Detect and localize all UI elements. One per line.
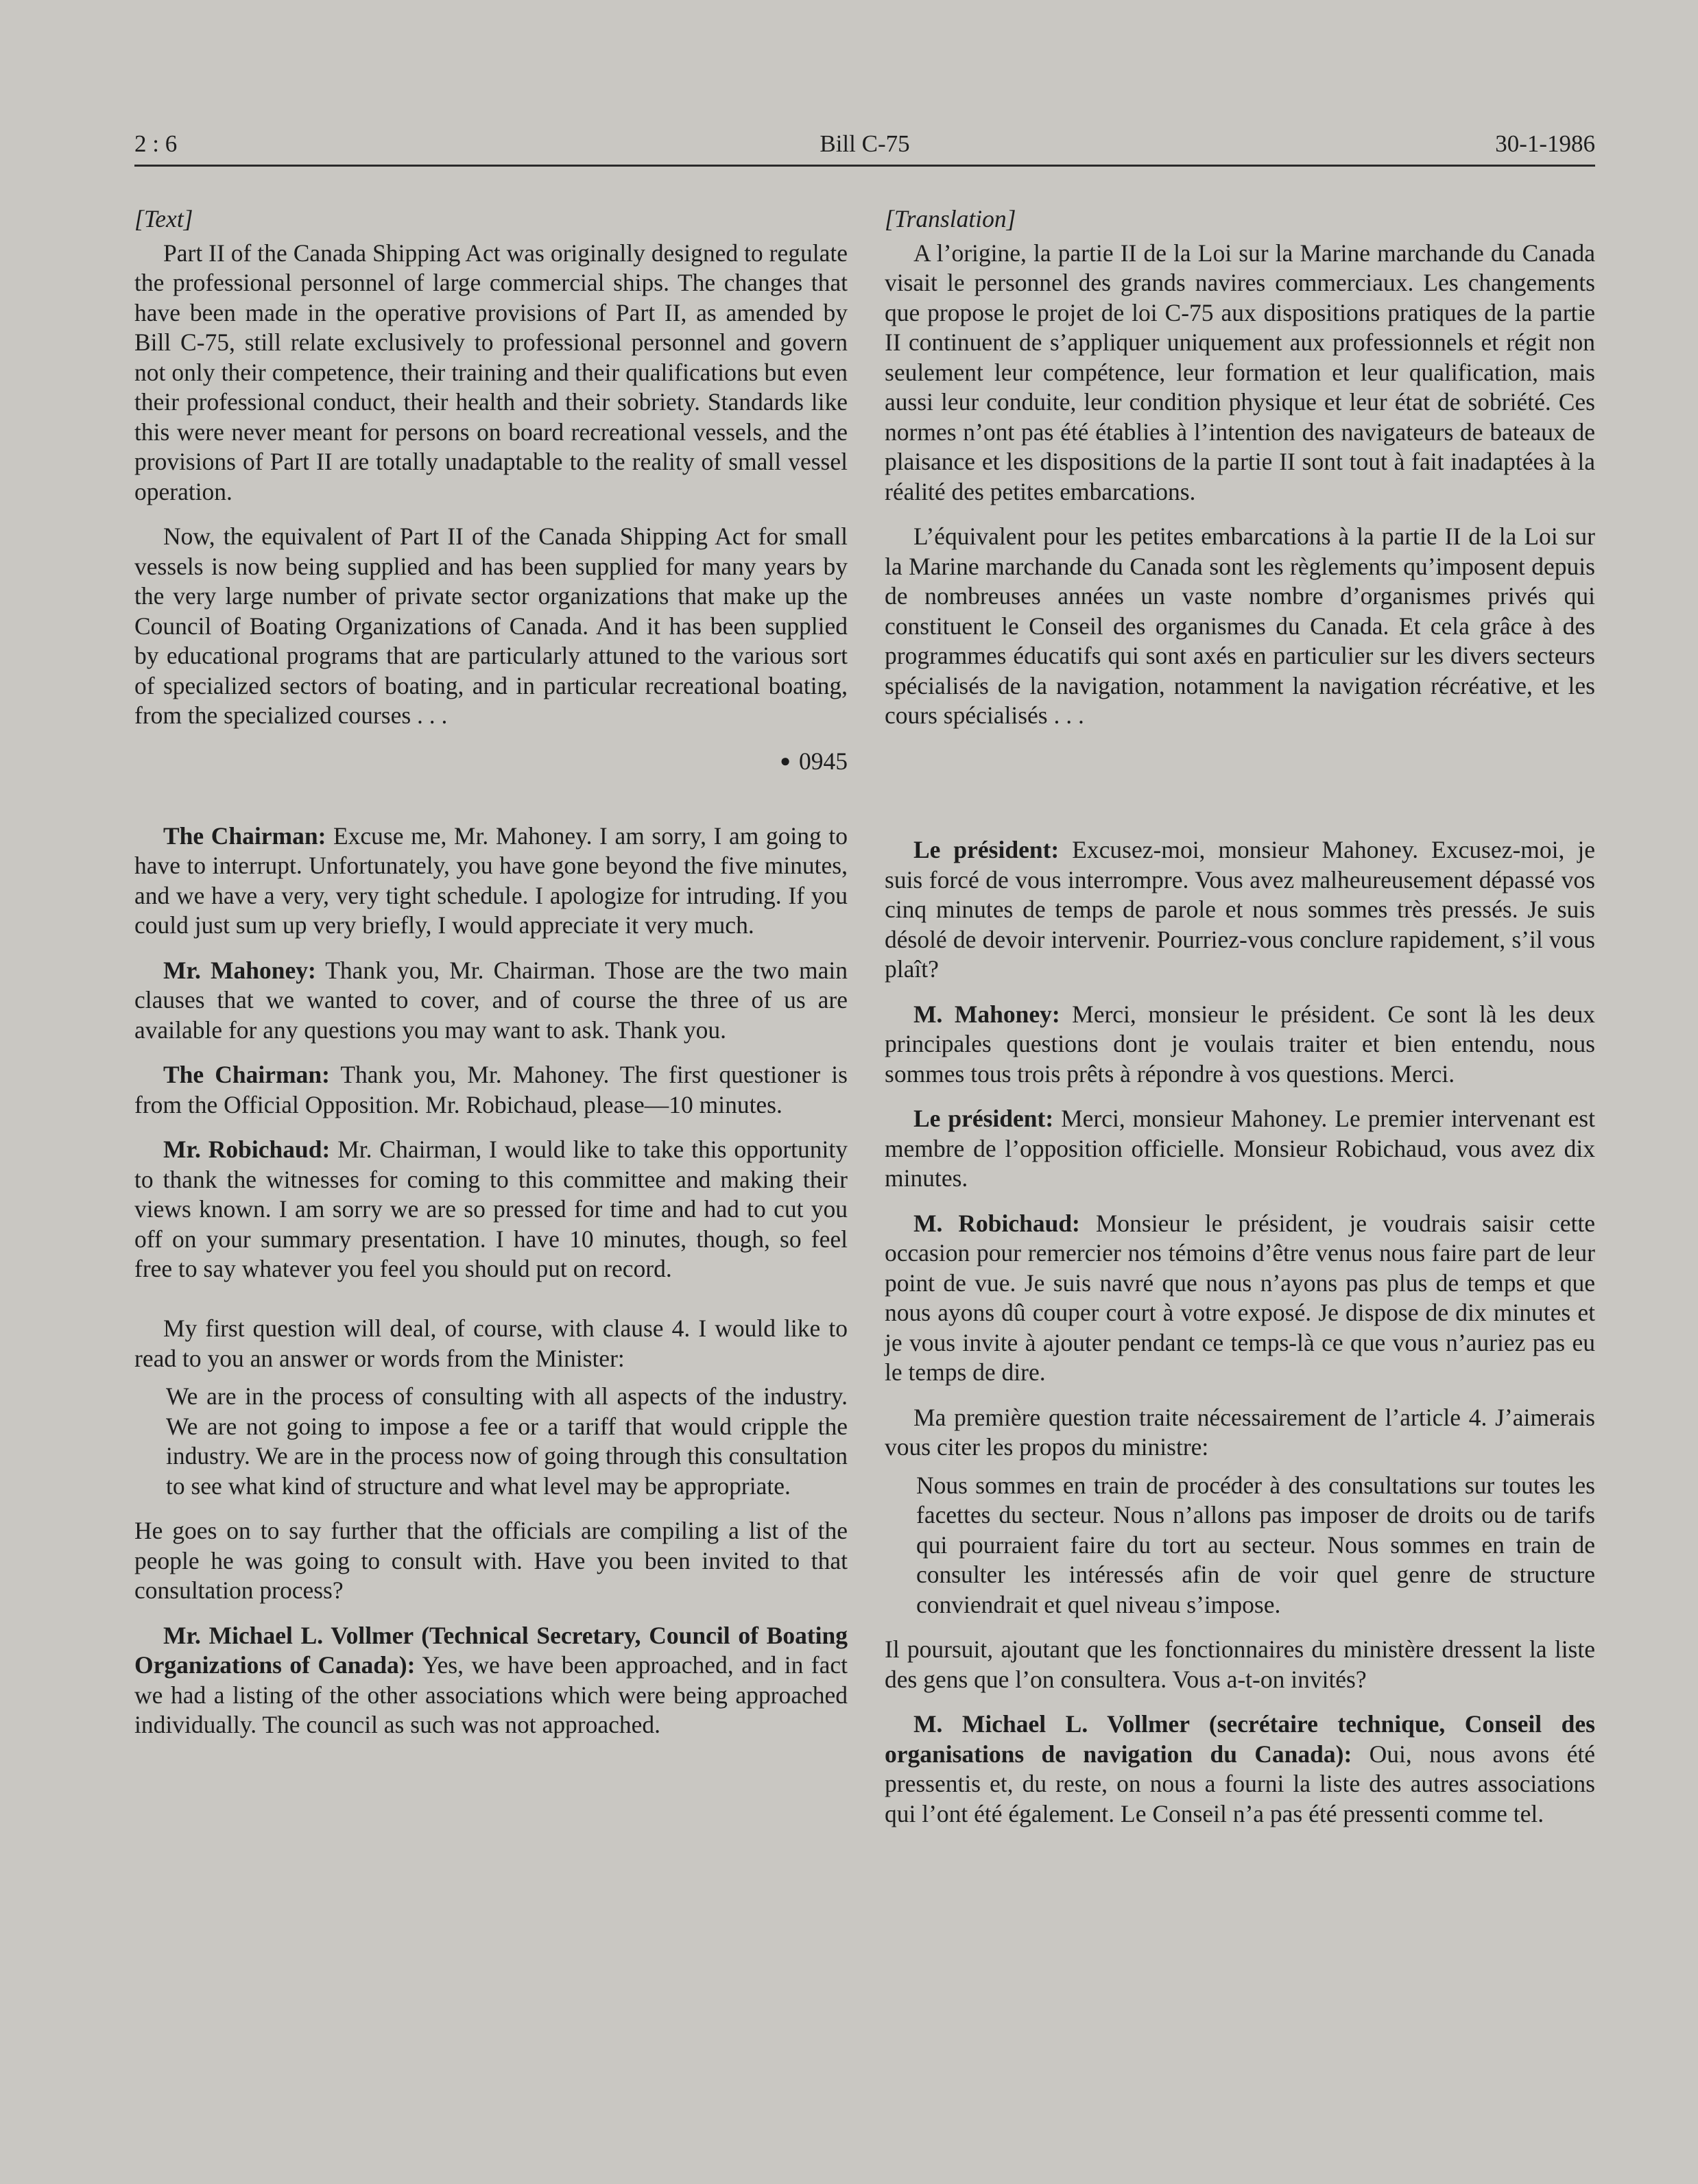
bullet-icon: ● (780, 750, 791, 771)
speech (134, 1621, 848, 1740)
speech (134, 1135, 848, 1284)
block-quote: Nous sommes en train de procéder à des consultations sur toutes les facettes du secteur. Nous n’allons pas imposer de droits ou de tarifs qui pourraient faire du tort au secteur. Nous sommes en train de consulter les intéressés afin de voir quel genre de structure conviendrait et quel niveau s’impose. (916, 1471, 1595, 1618)
paragraph: L’équivalent pour les petites embarcations à la partie II de la Loi sur la Marine marchande du Canada sont les règlements qu’imposent depuis de nombreuses années un vaste nombre d’organismes privés qui constituent le Conseil des organismes du Canada. Et cela grâce à des programmes éducatifs qui sont axés en particulier sur les divers secteurs spécialisés de la navigation, notamment la navigation récréative, et les cours spécialisés . . . (885, 523, 1595, 729)
paragraph: He goes on to say further that the officials are compiling a list of the people he was going to consult with. Have you been invited to that consultation process? (134, 1517, 848, 1604)
speaker-name: Mr. Robichaud: (163, 1136, 331, 1163)
speech (885, 1209, 1595, 1388)
time-stamp (134, 746, 848, 777)
speaker-name: The Chairman: (163, 1061, 330, 1088)
speaker-name: Le président: (913, 1105, 1054, 1132)
speech-text: Mr. Chairman, I would like to take this opportunity to thank the witnesses for coming to this committee and making their views known. I am sorry we are so pressed for time and had to cut you off on your summary presentation. I have 10 minutes, though, so feel free to say whatever you feel you should put on record. (134, 1136, 848, 1282)
speech-text: Merci, monsieur le président. Ce sont là les deux principales questions dont je voulais traiter et bien entendu, nous sommes tous trois prêts à répondre à vos questions. Merci. (885, 1000, 1595, 1088)
speech-text: Oui, nous avons été pressentis et, du reste, on nous a fourni la liste des autres associations qui l’ont été également. Le Conseil n’a pas été pressenti comme tel. (885, 1740, 1595, 1827)
speech (134, 1060, 848, 1120)
speech-text: Excusez-moi, monsieur Mahoney. Excusez-moi, je suis forcé de vous interrompre. Vous avez malheureusement dépassé vos cinq minutes de temps de parole et nous sommes très pressés. Je suis désolé de devoir intervenir. Pourriez-vous conclure rapidement, s’il vous plaît? (885, 836, 1595, 983)
speech (885, 1709, 1595, 1829)
paragraph: Now, the equivalent of Part II of the Canada Shipping Act for small vessels is now being supplied and has been supplied for many years by the very large number of private sector organizations that make up the Council of Boating Organizations of Canada. And it has been supplied by educational programs that are particularly attuned to the various sort of specialized sectors of boating, and in particular recreational boating, from the specialized courses . . . (134, 523, 848, 729)
speaker-name: The Chairman: (163, 821, 326, 850)
block-quote: We are in the process of consulting with all aspects of the industry. We are not going to impose a fee or a tariff that would cripple the industry. We are in the process now of going through this consultation to see what kind of structure and what level may be appropriate. (166, 1382, 848, 1500)
speaker-name: Mr. Mahoney: (163, 956, 316, 984)
french-column (885, 204, 1595, 1829)
english-column (134, 204, 848, 1740)
speech-text: Monsieur le président, je voudrais saisir cette occasion pour remercier nos témoins d’être venus nous faire part de leur point de vue. Je suis navré que nous n’ayons pas plus de temps et que nous ayons dû couper court à votre exposé. Je dispose de dix minutes et je vous invite à ajouter pendant ce temps-là ce que vous n’auriez pas eu le temps de dire. (885, 1209, 1596, 1386)
bill-title: Bill C-75 (820, 130, 910, 157)
translation-label: [Translation] (885, 205, 1016, 232)
speech-text: Excuse me, Mr. Mahoney. I am sorry, I am going to have to interrupt. Unfortunately, you have gone beyond the five minutes, and we have a very, very tight schedule. I apologize for intruding. If you could just sum up very briefly, I would appreciate it very much. (134, 821, 848, 939)
time-stamp-value: 0945 (799, 747, 848, 775)
page-number: 2 : 6 (134, 130, 178, 157)
paragraph: Part II of the Canada Shipping Act was originally designed to regulate the professional personnel of large commercial ships. The changes that have been made in the operative provisions of Part II, as amended by Bill C-75, still relate exclusively to professional personnel and govern not only their competence, their training and their qualifications but even their professional conduct, their health and their sobriety. Standards like this were never meant for persons on board recreational vessels, and the provisions of Part II are totally unadaptable to the reality of small vessel operation. (134, 239, 848, 505)
speaker-name: Mr. Michael L. Vollmer (Technical Secretary, Council of Boating Organizations of Canada): (134, 1621, 848, 1679)
speech-text: Thank you, Mr. Chairman. Those are the two main clauses that we wanted to cover, and of course the three of us are available for any questions you may want to ask. Thank you. (134, 956, 848, 1044)
speech (134, 956, 848, 1046)
paragraph: A l’origine, la partie II de la Loi sur la Marine marchande du Canada visait le personnel des grands navires commerciaux. Les changements que propose le projet de loi C-75 aux dispositions pratiques de la partie II continuent de s’appliquer uniquement aux professionnels et régit non seulement leur compétence, leur formation et leur qualification, mais aussi leur conduite, leur condition physique et leur état de sobriété. Ces normes n’ont pas été établies à l’intention des navigateurs de bateaux de plaisance et les dispositions de la partie II sont tout à fait inadaptées à la réalité des petites embarcations. (885, 239, 1595, 505)
speech (885, 835, 1595, 985)
speaker-name: M. Robichaud: (913, 1209, 1080, 1237)
speaker-name: M. Mahoney: (913, 1000, 1060, 1028)
speech-text: Thank you, Mr. Mahoney. The first questioner is from the Official Opposition. Mr. Robichaud, please—10 minutes. (134, 1061, 848, 1118)
sitting-date: 30-1-1986 (1495, 130, 1595, 157)
speech (885, 1104, 1595, 1194)
speech (885, 1000, 1595, 1090)
speaker-name: Le président: (913, 836, 1060, 863)
speech-text: Yes, we have been approached, and in fact we had a listing of the other associations which were being approached individually. The council as such was not approached. (134, 1651, 848, 1738)
paragraph: My first question will deal, of course, with clause 4. I would like to read to you an answer or words from the Minister: (134, 1315, 848, 1372)
paragraph: Ma première question traite nécessairement de l’article 4. J’aimerais vous citer les propos du ministre: (885, 1403, 1595, 1461)
paragraph: Il poursuit, ajoutant que les fonctionnaires du ministère dressent la liste des gens que l’on consultera. Vous a-t-on invités? (885, 1635, 1595, 1693)
text-label: [Text] (134, 205, 193, 232)
speaker-name: M. Michael L. Vollmer (secrétaire technique, Conseil des organisations de navigation du Canada): (885, 1710, 1595, 1768)
speech-text: Merci, monsieur Mahoney. Le premier intervenant est membre de l’opposition officielle. Monsieur Robichaud, vous avez dix minutes. (885, 1105, 1595, 1192)
speech (134, 821, 848, 941)
running-header (134, 130, 1595, 167)
